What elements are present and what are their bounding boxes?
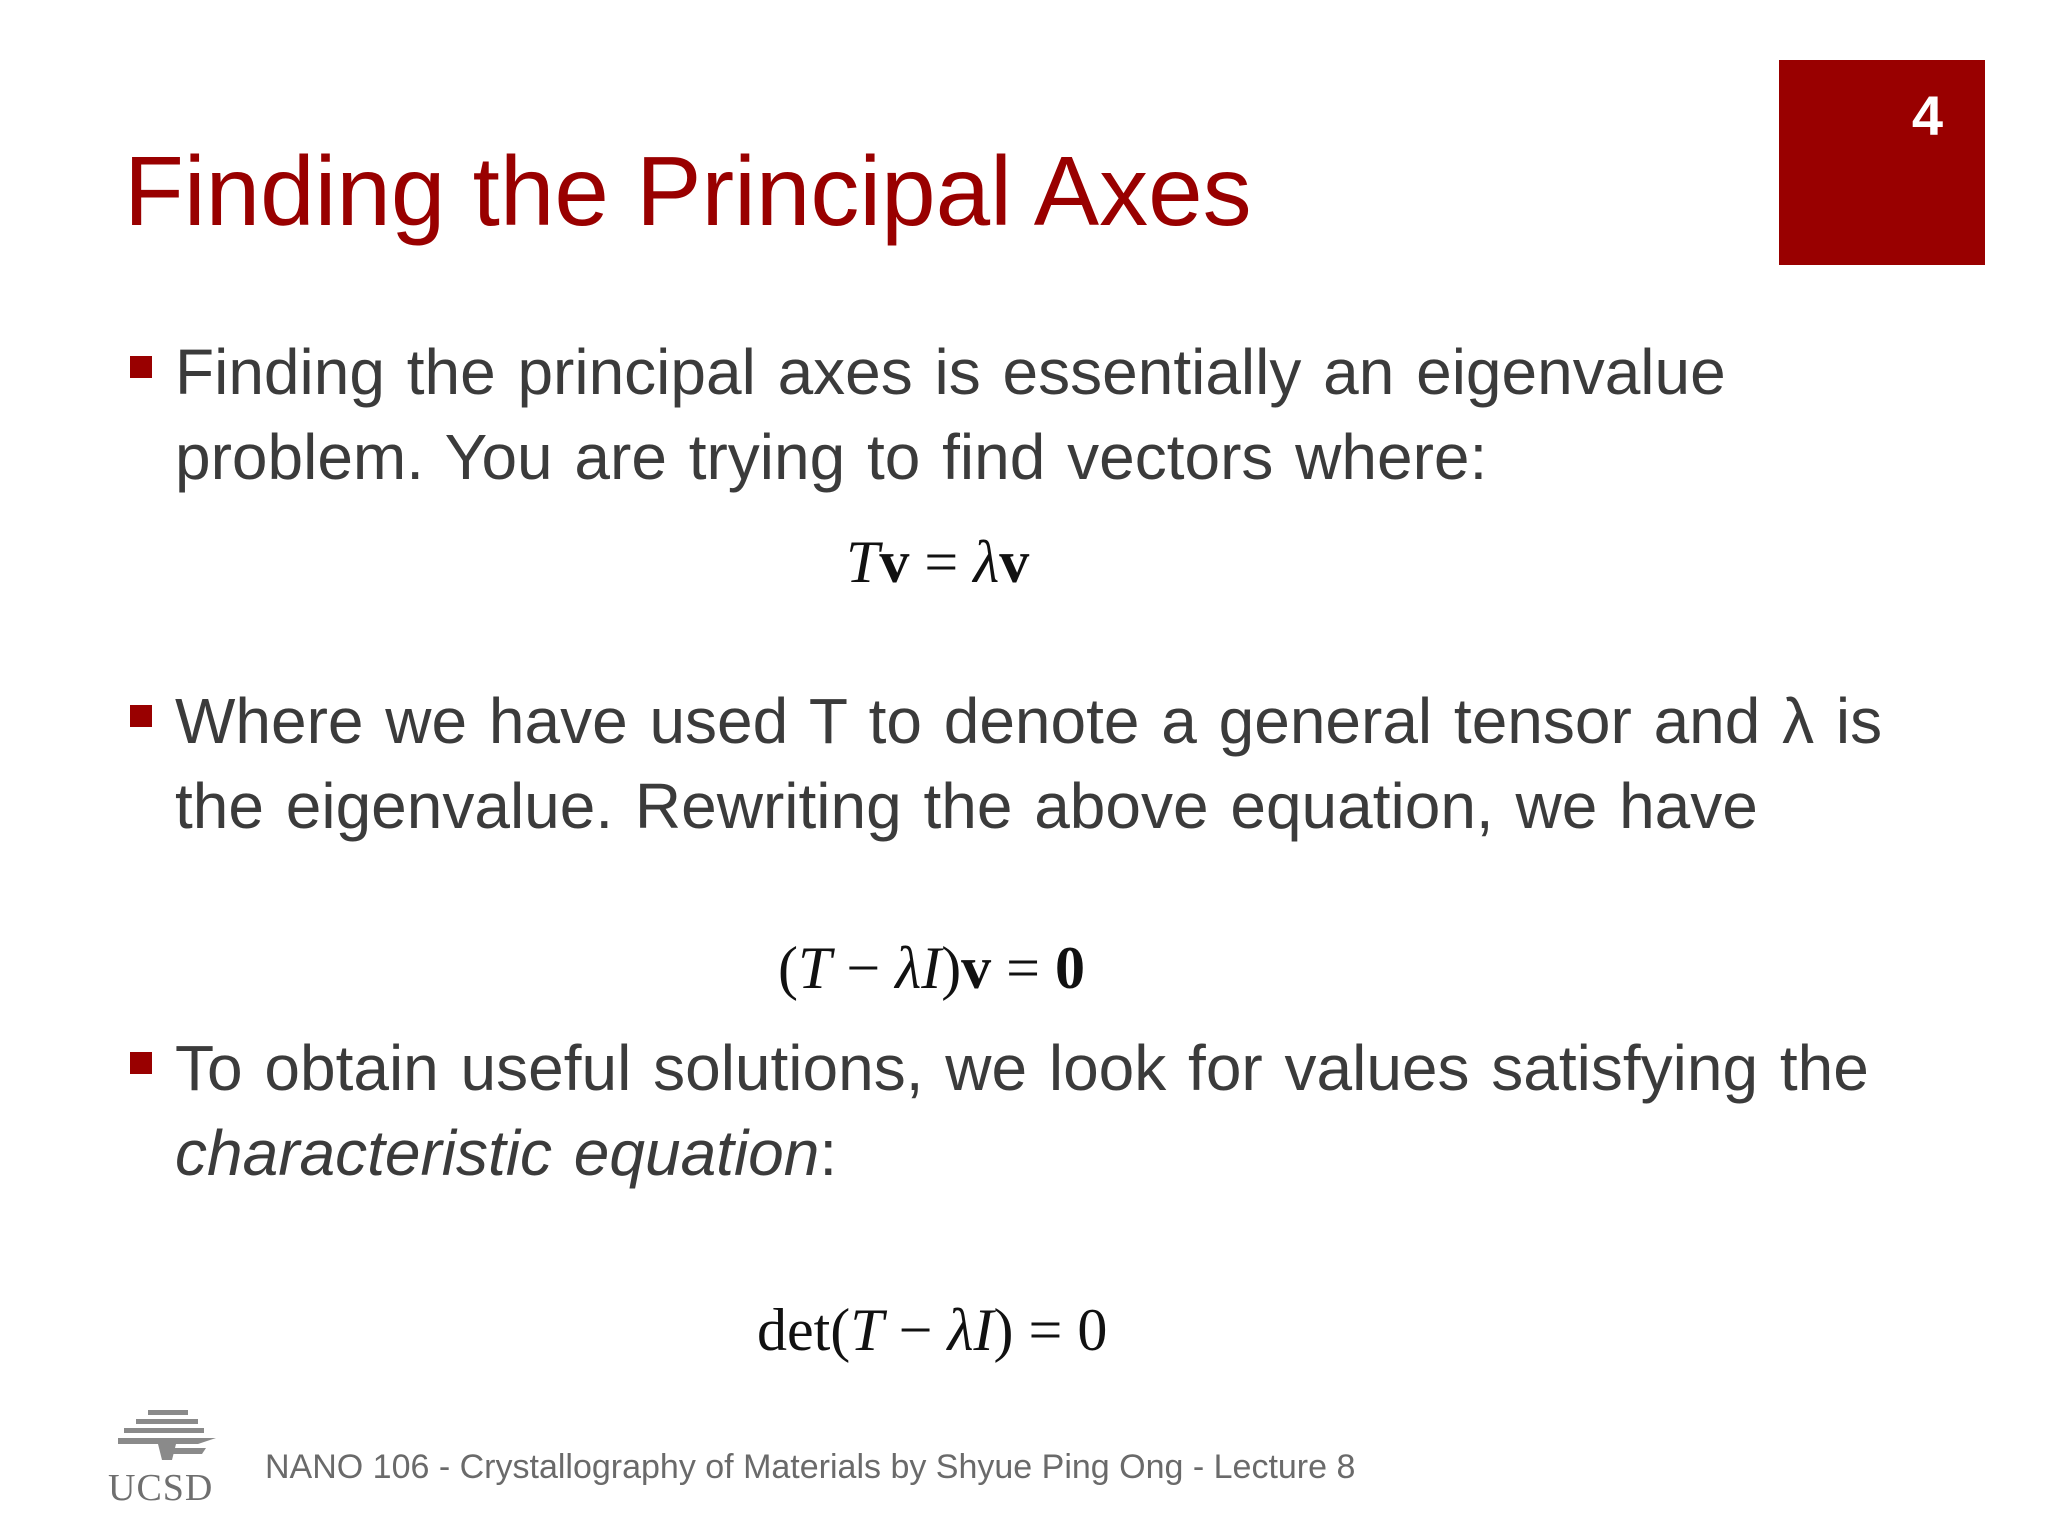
eq-symbol: v [999, 529, 1030, 595]
bullet-item-3 [130, 1026, 1960, 1196]
eq-symbol: I [921, 935, 942, 1001]
eq-symbol: λ [895, 935, 922, 1001]
eq-symbol: ) [993, 1297, 1014, 1363]
eq-symbol: 0 [1055, 935, 1086, 1001]
eq-symbol: T [850, 1297, 884, 1363]
bullet-marker [130, 705, 152, 727]
logo-wordmark: UCSD [108, 1467, 214, 1508]
footer-course-text: NANO 106 - Crystallography of Materials by Shyue Ping Ong - Lecture 8 [265, 1448, 1356, 1486]
eq-symbol: − [831, 935, 896, 1001]
bullet-text: Finding the principal axes is essentially an eigenvalue problem. You are trying to find vectors where: [175, 336, 1726, 493]
bullet-item-2 [130, 679, 1960, 849]
bullet-marker [130, 1052, 152, 1074]
eq-symbol: = [1013, 1297, 1078, 1363]
eq-symbol: v [961, 935, 992, 1001]
eq-symbol: T [846, 529, 880, 595]
eq-symbol: ( [778, 935, 798, 1001]
eq-symbol: T [797, 935, 832, 1001]
eq-symbol: λ [973, 529, 1000, 595]
ucsd-logo [106, 1408, 236, 1508]
equation-eigen [846, 529, 1030, 595]
bullet-emphasis: characteristic equation [175, 1117, 820, 1189]
eq-symbol: λ [947, 1297, 974, 1363]
eq-symbol: I [973, 1297, 994, 1363]
bullet-text-part: To obtain useful solutions, we look for values satisfying the [175, 1032, 1869, 1104]
eq-symbol: = [909, 529, 974, 595]
eq-symbol: = [991, 935, 1056, 1001]
slide-title: Finding the Principal Axes [124, 136, 1252, 246]
eq-symbol: det( [757, 1297, 851, 1363]
eq-symbol: ) [941, 935, 962, 1001]
bullet-text: Where we have used T to denote a general tensor and λ is the eigenvalue. Rewriting the above equation, we have [175, 685, 1883, 842]
slide-number: 4 [1911, 84, 1943, 147]
equation-characteristic [757, 1297, 1108, 1363]
bullet-item-1 [130, 330, 1960, 500]
bullet-marker [130, 356, 152, 378]
equation-rewritten [778, 935, 1086, 1001]
bullet-text-part: : [819, 1117, 838, 1189]
eq-symbol: v [879, 529, 910, 595]
bullet-text [175, 1026, 1960, 1196]
slide-number-badge [1779, 60, 1985, 265]
eq-symbol: − [883, 1297, 948, 1363]
eq-symbol: 0 [1077, 1297, 1108, 1363]
